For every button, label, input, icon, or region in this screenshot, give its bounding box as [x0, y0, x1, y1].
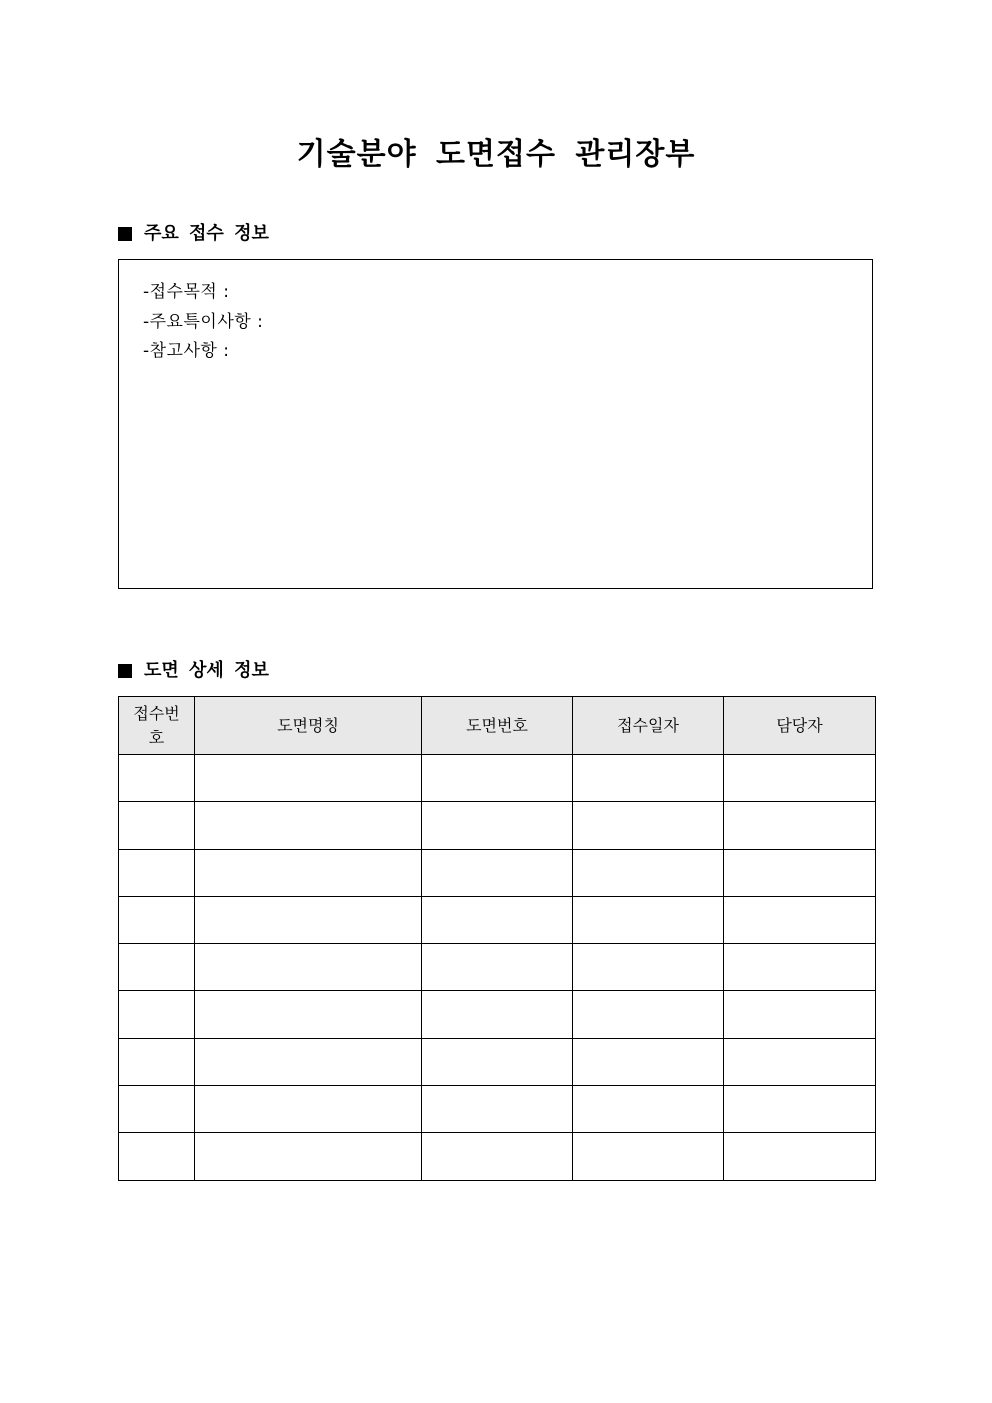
cell-drawing-name[interactable] — [195, 896, 422, 943]
table-row — [119, 802, 876, 849]
cell-manager[interactable] — [724, 944, 876, 991]
cell-drawing-number[interactable] — [422, 1133, 573, 1180]
cell-drawing-name[interactable] — [195, 991, 422, 1038]
table-header-row — [119, 697, 876, 755]
section-heading-label: 도면 상세 정보 — [144, 660, 269, 681]
cell-receipt-date[interactable] — [573, 802, 724, 849]
cell-manager[interactable] — [724, 802, 876, 849]
cell-drawing-number[interactable] — [422, 1038, 573, 1085]
cell-receipt-date[interactable] — [573, 755, 724, 802]
cell-receipt-date[interactable] — [573, 849, 724, 896]
table-row — [119, 1133, 876, 1180]
cell-drawing-name[interactable] — [195, 802, 422, 849]
cell-receipt-number[interactable] — [119, 1086, 195, 1133]
table-row — [119, 896, 876, 943]
black-square-icon — [118, 664, 132, 678]
cell-drawing-number[interactable] — [422, 944, 573, 991]
table-body — [119, 755, 876, 1181]
cell-manager[interactable] — [724, 1038, 876, 1085]
cell-receipt-number[interactable] — [119, 1038, 195, 1085]
cell-drawing-number[interactable] — [422, 849, 573, 896]
cell-manager[interactable] — [724, 1133, 876, 1180]
cell-receipt-date[interactable] — [573, 1133, 724, 1180]
cell-drawing-number[interactable] — [422, 802, 573, 849]
column-header-receipt-number: 접수번호 — [119, 697, 195, 755]
column-header-manager: 담당자 — [724, 697, 876, 755]
cell-receipt-date[interactable] — [573, 1086, 724, 1133]
cell-drawing-number[interactable] — [422, 896, 573, 943]
cell-receipt-date[interactable] — [573, 1038, 724, 1085]
reference-line: -참고사항 : — [143, 341, 230, 361]
cell-drawing-number[interactable] — [422, 755, 573, 802]
cell-manager[interactable] — [724, 1086, 876, 1133]
cell-receipt-number[interactable] — [119, 991, 195, 1038]
section-heading-label: 주요 접수 정보 — [144, 223, 269, 244]
cell-manager[interactable] — [724, 991, 876, 1038]
page-title: 기술분야 도면접수 관리장부 — [296, 137, 696, 172]
cell-manager[interactable] — [724, 849, 876, 896]
table-row — [119, 755, 876, 802]
cell-manager[interactable] — [724, 755, 876, 802]
column-header-drawing-number: 도면번호 — [422, 697, 573, 755]
cell-receipt-number[interactable] — [119, 944, 195, 991]
cell-drawing-name[interactable] — [195, 849, 422, 896]
cell-receipt-date[interactable] — [573, 991, 724, 1038]
drawing-detail-table — [118, 696, 876, 1181]
cell-drawing-name[interactable] — [195, 755, 422, 802]
cell-receipt-number[interactable] — [119, 802, 195, 849]
cell-drawing-number[interactable] — [422, 991, 573, 1038]
cell-receipt-date[interactable] — [573, 896, 724, 943]
cell-receipt-number[interactable] — [119, 849, 195, 896]
table-row — [119, 849, 876, 896]
purpose-line: -접수목적 : — [143, 282, 230, 302]
column-header-drawing-name: 도면명칭 — [195, 697, 422, 755]
cell-drawing-number[interactable] — [422, 1086, 573, 1133]
cell-drawing-name[interactable] — [195, 1086, 422, 1133]
main-info-box — [118, 259, 873, 589]
cell-receipt-number[interactable] — [119, 896, 195, 943]
column-header-receipt-date: 접수일자 — [573, 697, 724, 755]
section-heading-main-info — [118, 221, 269, 247]
table-row — [119, 944, 876, 991]
cell-drawing-name[interactable] — [195, 1038, 422, 1085]
cell-manager[interactable] — [724, 896, 876, 943]
black-square-icon — [118, 227, 132, 241]
cell-receipt-date[interactable] — [573, 944, 724, 991]
cell-receipt-number[interactable] — [119, 1133, 195, 1180]
table-row — [119, 1038, 876, 1085]
table-row — [119, 991, 876, 1038]
cell-drawing-name[interactable] — [195, 944, 422, 991]
table-row — [119, 1086, 876, 1133]
cell-receipt-number[interactable] — [119, 755, 195, 802]
section-heading-detail-info — [118, 658, 269, 684]
cell-drawing-name[interactable] — [195, 1133, 422, 1180]
special-notes-line: -주요특이사항 : — [143, 311, 264, 332]
